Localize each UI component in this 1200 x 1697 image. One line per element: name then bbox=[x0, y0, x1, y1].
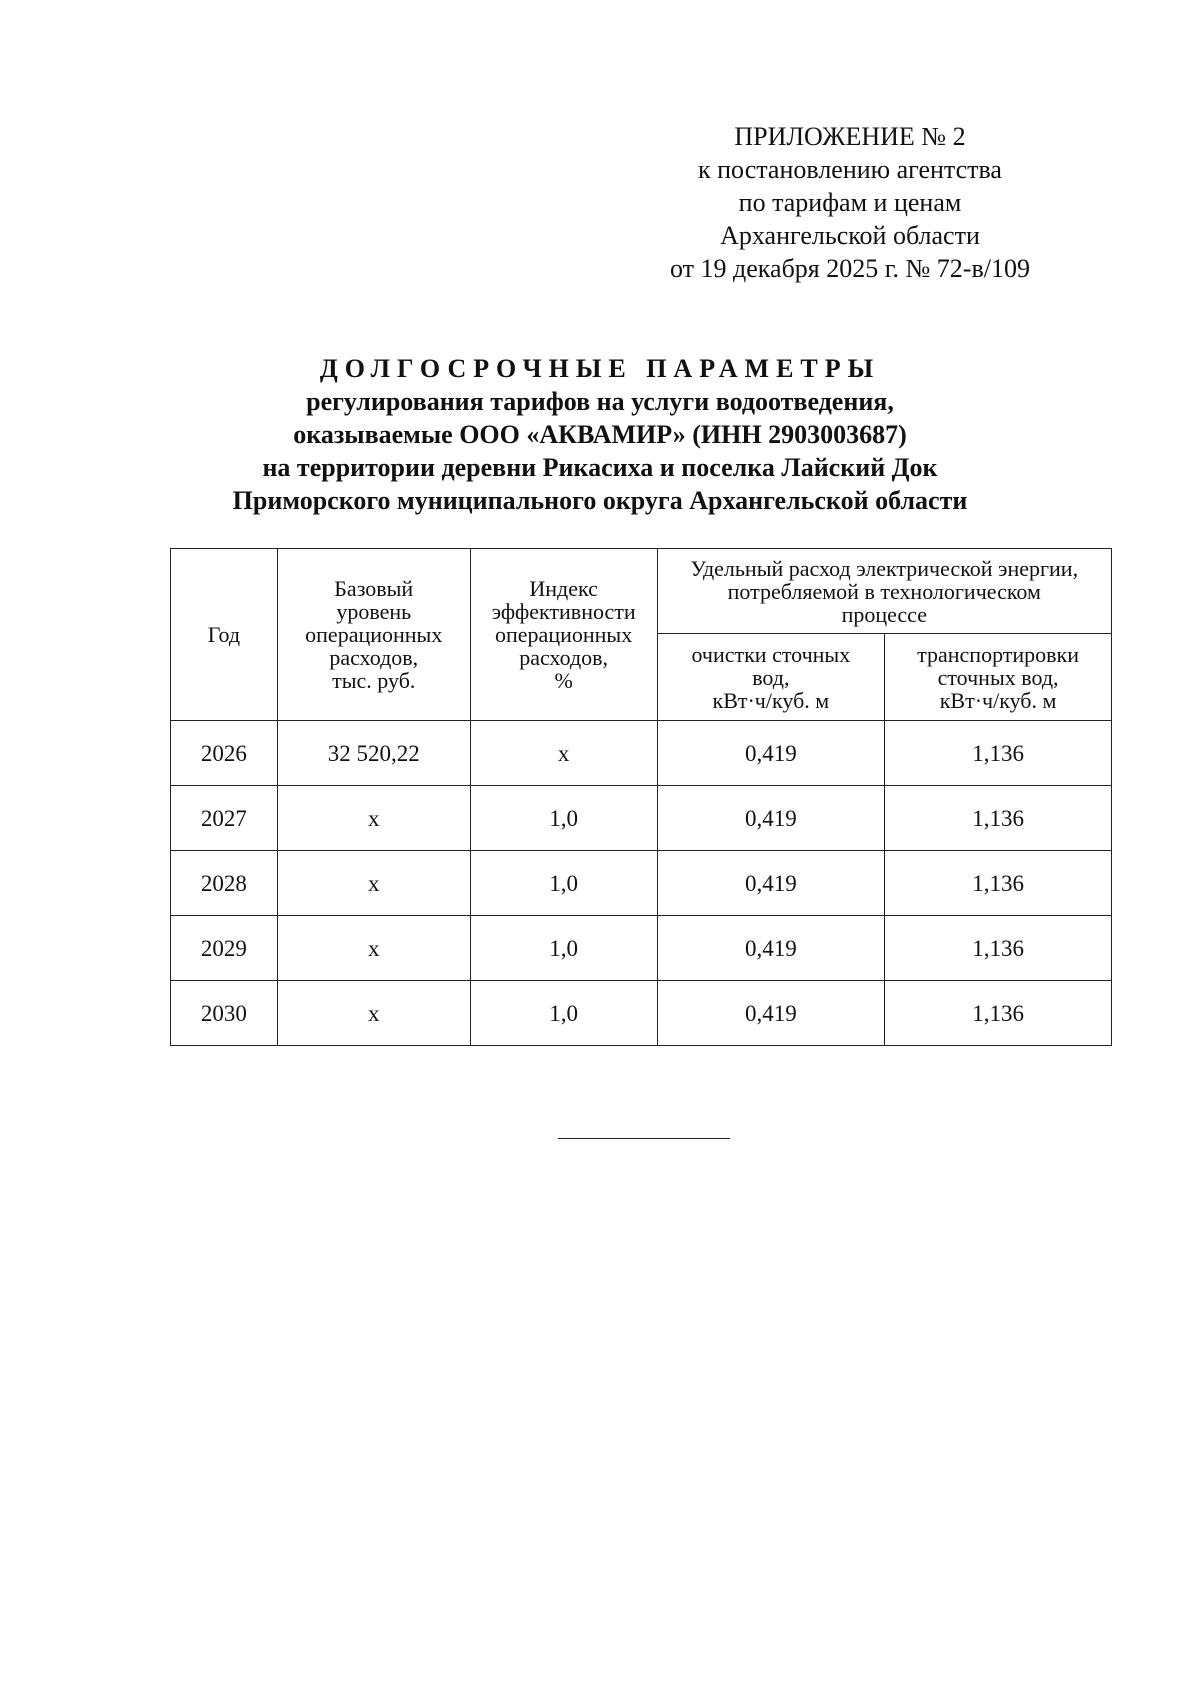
cell-year: 2027 bbox=[171, 786, 278, 851]
cell-transport: 1,136 bbox=[885, 721, 1112, 786]
cell-base-level: х bbox=[277, 981, 470, 1046]
header-transport bbox=[885, 634, 1112, 721]
header-energy-line: потребляемой в технологическом bbox=[727, 578, 1041, 604]
cell-year: 2026 bbox=[171, 721, 278, 786]
appendix-header bbox=[640, 120, 1060, 285]
cell-treatment: 0,419 bbox=[657, 916, 885, 981]
header-transport-line: транспортировки bbox=[917, 641, 1080, 667]
cell-transport: 1,136 bbox=[885, 981, 1112, 1046]
appendix-region: Архангельской области bbox=[720, 221, 980, 250]
cell-year: 2029 bbox=[171, 916, 278, 981]
header-efficiency-line: операционных bbox=[495, 622, 633, 647]
table-row bbox=[171, 786, 1112, 851]
cell-year: 2028 bbox=[171, 851, 278, 916]
header-base-level-line: тыс. руб. bbox=[332, 668, 416, 693]
parameters-table bbox=[170, 548, 1112, 1046]
header-treatment-line: вод, bbox=[752, 664, 790, 690]
cell-transport: 1,136 bbox=[885, 916, 1112, 981]
table-row bbox=[171, 721, 1112, 786]
header-efficiency-line: % bbox=[554, 668, 573, 693]
header-energy-line: Удельный расход электрической энергии, bbox=[690, 555, 1079, 581]
cell-base-level: х bbox=[277, 916, 470, 981]
header-efficiency-line: расходов, bbox=[519, 645, 609, 670]
cell-year: 2030 bbox=[171, 981, 278, 1046]
title-heading: ДОЛГОСРОЧНЫЕ ПАРАМЕТРЫ bbox=[319, 354, 881, 383]
cell-treatment: 0,419 bbox=[657, 786, 885, 851]
document-title bbox=[0, 352, 1200, 517]
cell-treatment: 0,419 bbox=[657, 851, 885, 916]
table-row bbox=[171, 916, 1112, 981]
end-divider bbox=[558, 1138, 730, 1139]
header-base-level bbox=[277, 549, 470, 721]
appendix-number: ПРИЛОЖЕНИЕ № 2 bbox=[734, 122, 966, 151]
title-line-3: на территории деревни Рикасиха и поселка Лайский Док bbox=[262, 453, 938, 482]
appendix-reference: к постановлению агентства bbox=[698, 155, 1002, 184]
header-energy-consumption bbox=[657, 549, 1111, 634]
cell-base-level: х bbox=[277, 786, 470, 851]
header-base-level-line: уровень bbox=[336, 599, 412, 624]
title-line-1: регулирования тарифов на услуги водоотведения, bbox=[306, 387, 894, 416]
header-energy-line: процессе bbox=[841, 601, 927, 627]
cell-base-level: х bbox=[277, 851, 470, 916]
table-row bbox=[171, 851, 1112, 916]
appendix-agency: по тарифам и ценам bbox=[738, 188, 962, 217]
cell-treatment: 0,419 bbox=[657, 721, 885, 786]
header-treatment bbox=[657, 634, 885, 721]
cell-base-level: 32 520,22 bbox=[277, 721, 470, 786]
cell-efficiency-index: х bbox=[470, 721, 657, 786]
cell-efficiency-index: 1,0 bbox=[470, 786, 657, 851]
header-base-level-line: Базовый bbox=[334, 576, 414, 601]
header-treatment-line: кВт·ч/куб. м bbox=[712, 687, 830, 713]
cell-transport: 1,136 bbox=[885, 851, 1112, 916]
header-transport-line: кВт·ч/куб. м bbox=[939, 687, 1057, 713]
header-transport-line: сточных вод, bbox=[937, 664, 1059, 690]
cell-efficiency-index: 1,0 bbox=[470, 916, 657, 981]
cell-transport: 1,136 bbox=[885, 786, 1112, 851]
cell-treatment: 0,419 bbox=[657, 981, 885, 1046]
cell-efficiency-index: 1,0 bbox=[470, 851, 657, 916]
appendix-date-number: от 19 декабря 2025 г. № 72-в/109 bbox=[670, 254, 1030, 283]
table-row bbox=[171, 981, 1112, 1046]
header-base-level-line: операционных bbox=[305, 622, 443, 647]
header-treatment-line: очистки сточных bbox=[691, 641, 851, 667]
header-efficiency-line: эффективности bbox=[491, 599, 636, 624]
header-efficiency-index bbox=[470, 549, 657, 721]
header-efficiency-line: Индекс bbox=[529, 576, 598, 601]
header-year: Год bbox=[171, 549, 278, 721]
title-line-4: Приморского муниципального округа Архангельской области bbox=[232, 486, 968, 515]
cell-efficiency-index: 1,0 bbox=[470, 981, 657, 1046]
title-line-2: оказываемые ООО «АКВАМИР» (ИНН 2903003687) bbox=[293, 420, 907, 449]
header-base-level-line: расходов, bbox=[329, 645, 419, 670]
